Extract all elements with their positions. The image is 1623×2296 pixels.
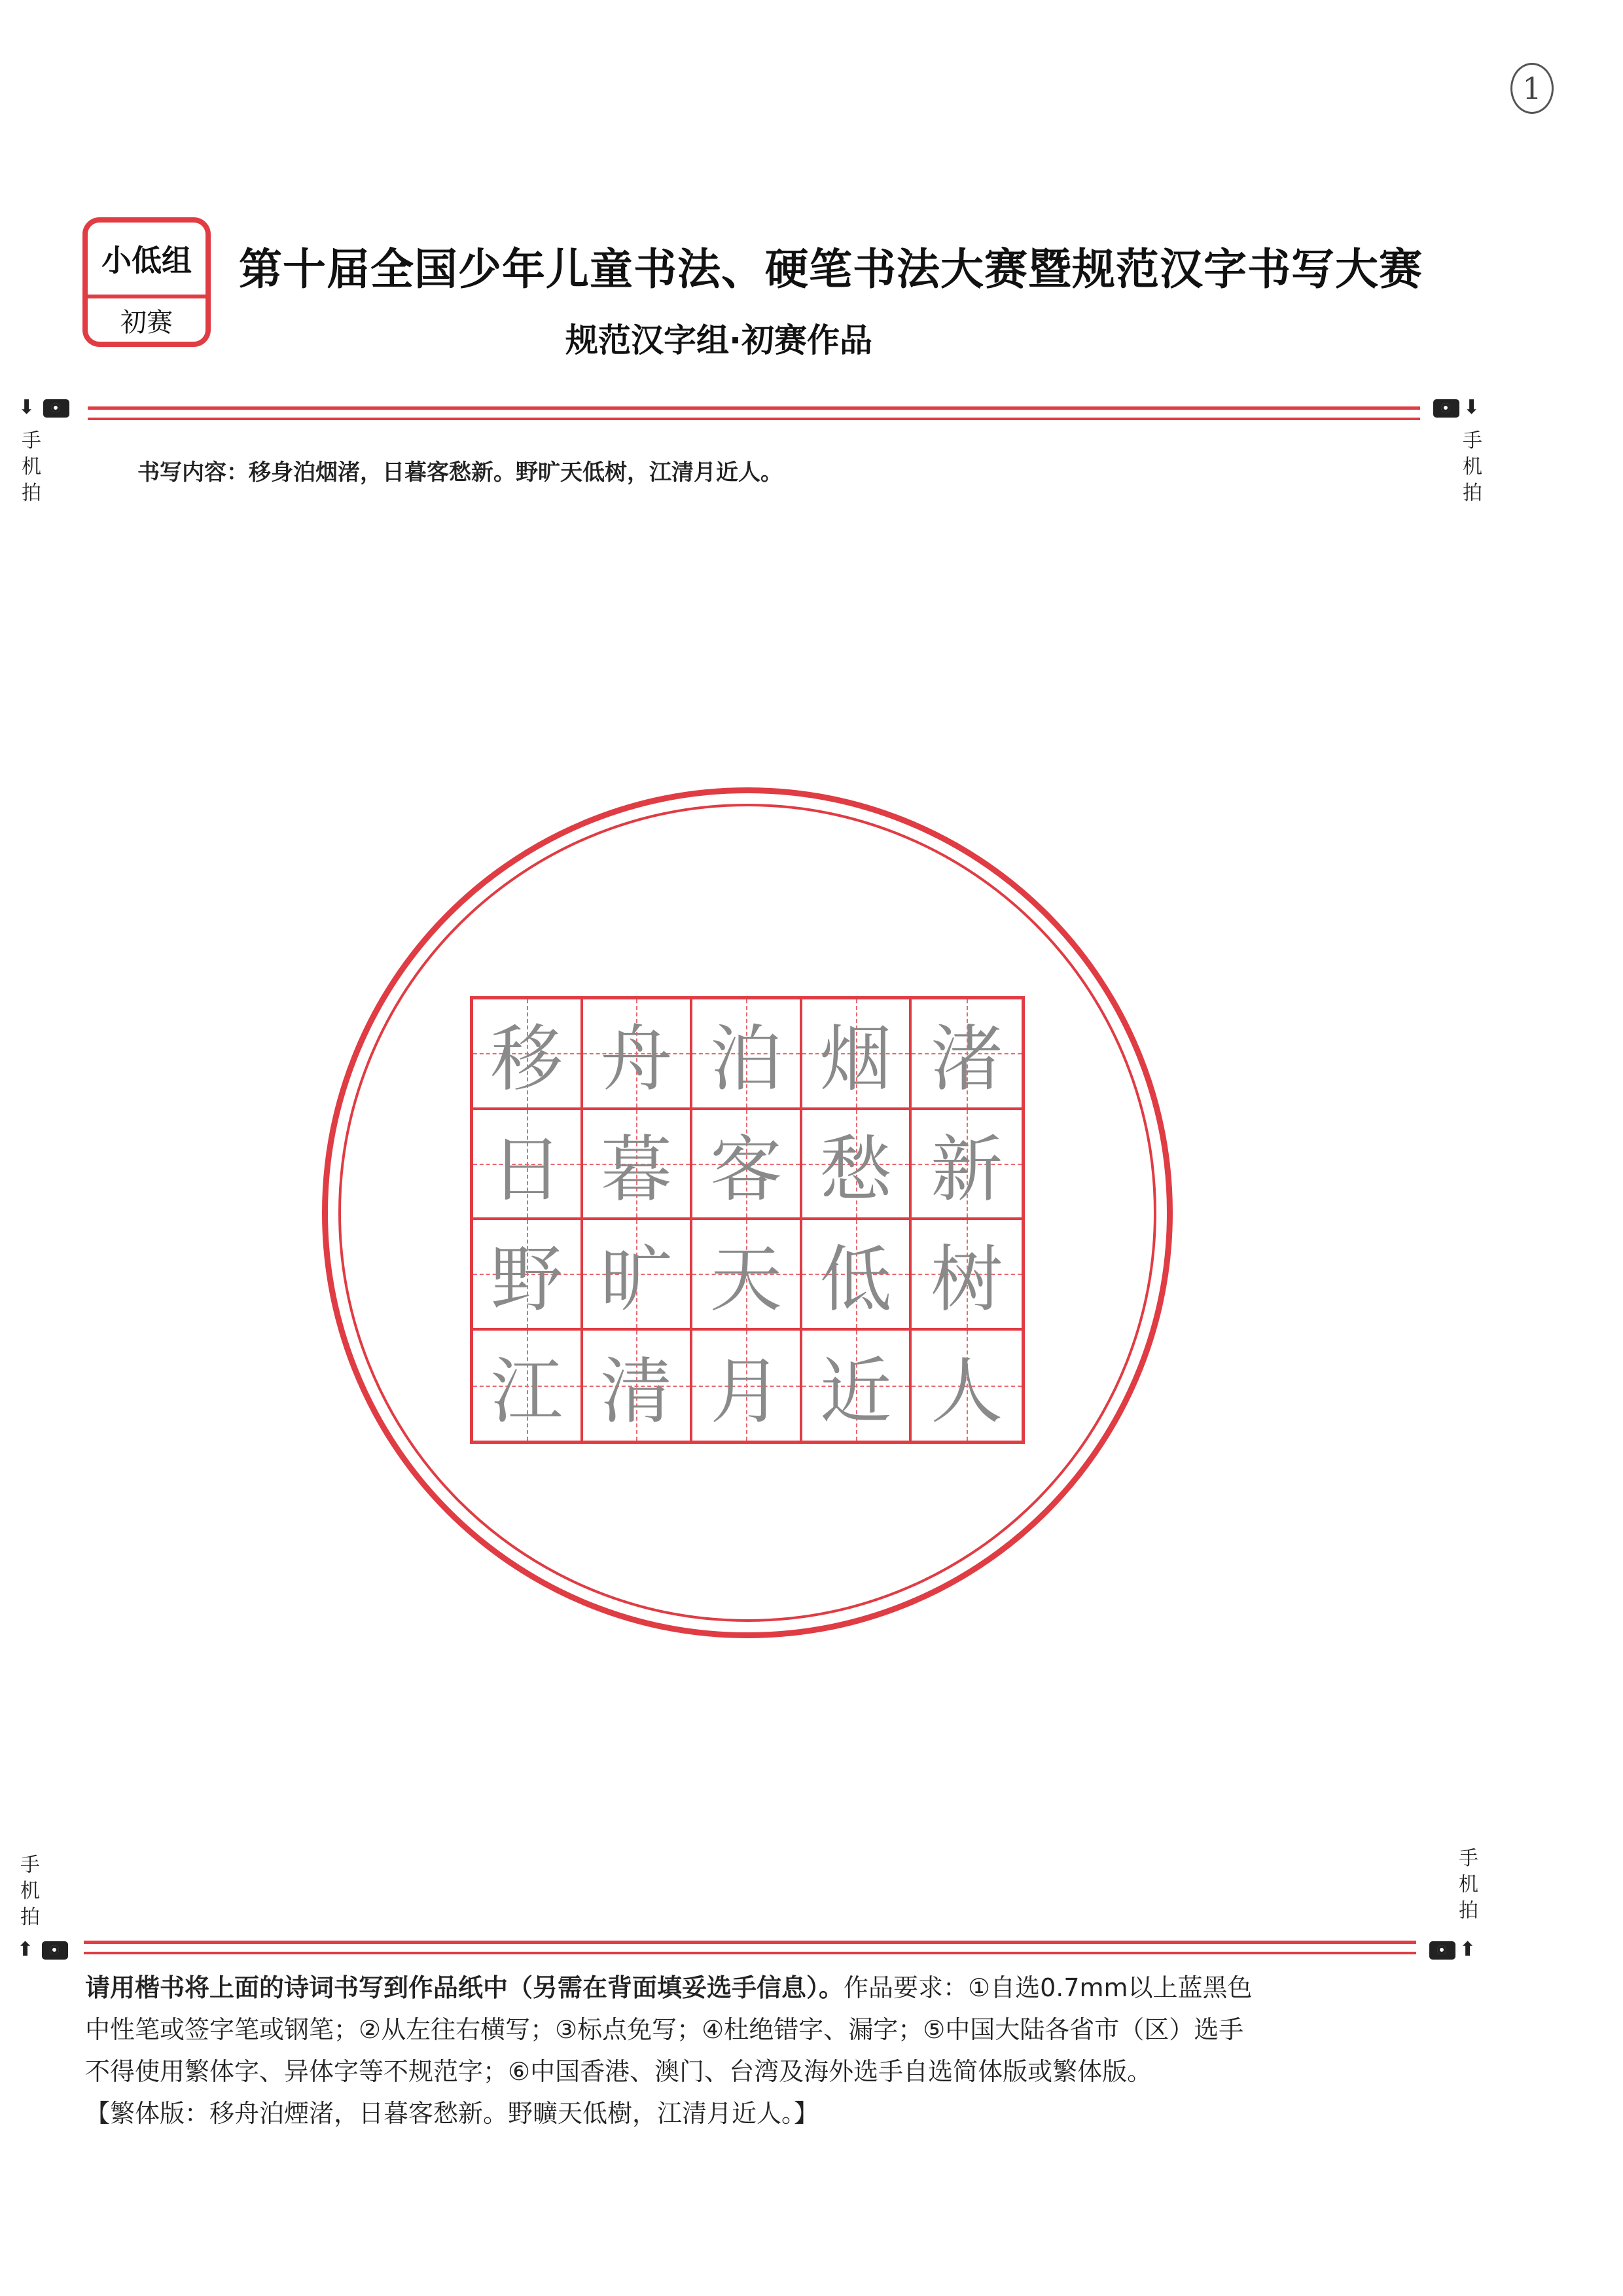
page-title: 第十届全国少年儿童书法、硬笔书法大赛暨规范汉字书写大赛 [239,243,1423,295]
grid-cell: 天 [692,1220,802,1331]
grid-cell: 舟 [583,999,693,1110]
bottom-rule-thick [84,1941,1416,1944]
arrow-down-icon: ⬇ [18,396,35,419]
grid-cell: 人 [912,1331,1022,1441]
camera-icon [1433,399,1459,418]
group-badge [82,217,211,347]
instructions-line: 中性笔或签字笔或钢笔；②从左往右横写；③标点免写；④杜绝错字、漏字；⑤中国大陆各省市（区）选手 [85,2015,1244,2044]
grid-cell: 树 [912,1220,1022,1331]
grid-cell: 客 [692,1110,802,1221]
top-rule-thick [88,406,1420,410]
phone-shot-label: 手 机 拍 [1459,1847,1478,1922]
instructions-line [85,1967,1420,2009]
badge-group-label: 小低组 [101,243,192,278]
grid-cell: 渚 [912,999,1022,1110]
instructions-block [85,1967,1420,2134]
page-number: 1 [1510,63,1554,114]
camera-icon [43,399,69,418]
instructions-line: 不得使用繁体字、异体字等不规范字；⑥中国香港、澳门、台湾及海外选手自选简体版或繁体版。 [85,2057,1152,2086]
writing-grid [470,996,1025,1444]
grid-cell: 新 [912,1110,1022,1221]
bottom-rule-thin [84,1952,1416,1954]
grid-cell: 旷 [583,1220,693,1331]
grid-cell: 烟 [802,999,912,1110]
grid-cell: 日 [473,1110,583,1221]
phone-shot-label: 手 机 拍 [22,429,41,505]
grid-cell: 江 [473,1331,583,1441]
grid-cell: 愁 [802,1110,912,1221]
badge-stage-label: 初赛 [120,307,173,338]
camera-icon [1429,1941,1455,1960]
grid-cell: 清 [583,1331,693,1441]
arrow-down-icon: ⬇ [1463,396,1480,419]
grid-cell: 移 [473,999,583,1110]
phone-shot-label: 手 机 拍 [1463,429,1482,505]
arrow-up-icon: ⬆ [17,1938,34,1961]
grid-cell: 暮 [583,1110,693,1221]
top-rule-thin [88,418,1420,420]
camera-icon [42,1941,68,1960]
instructions-traditional: 【繁体版：移舟泊煙渚，日暮客愁新。野曠天低樹，江清月近人。】 [85,2099,819,2128]
grid-cell: 泊 [692,999,802,1110]
writing-content: 书写内容：移身泊烟渚，日暮客愁新。野旷天低树，江清月近人。 [137,459,783,486]
grid-cell: 野 [473,1220,583,1331]
instructions-lead: 请用楷书将上面的诗词书写到作品纸中（另需在背面填妥选手信息）。 [85,1973,844,2002]
page-subtitle: 规范汉字组·初赛作品 [565,321,872,359]
arrow-up-icon: ⬆ [1459,1938,1476,1961]
instructions-requirements: 作品要求：①自选0.7mm以上蓝黑色 [844,1973,1253,2002]
grid-cell: 低 [802,1220,912,1331]
grid-cell: 月 [692,1331,802,1441]
grid-cell: 近 [802,1331,912,1441]
phone-shot-label: 手 机 拍 [20,1854,40,1929]
